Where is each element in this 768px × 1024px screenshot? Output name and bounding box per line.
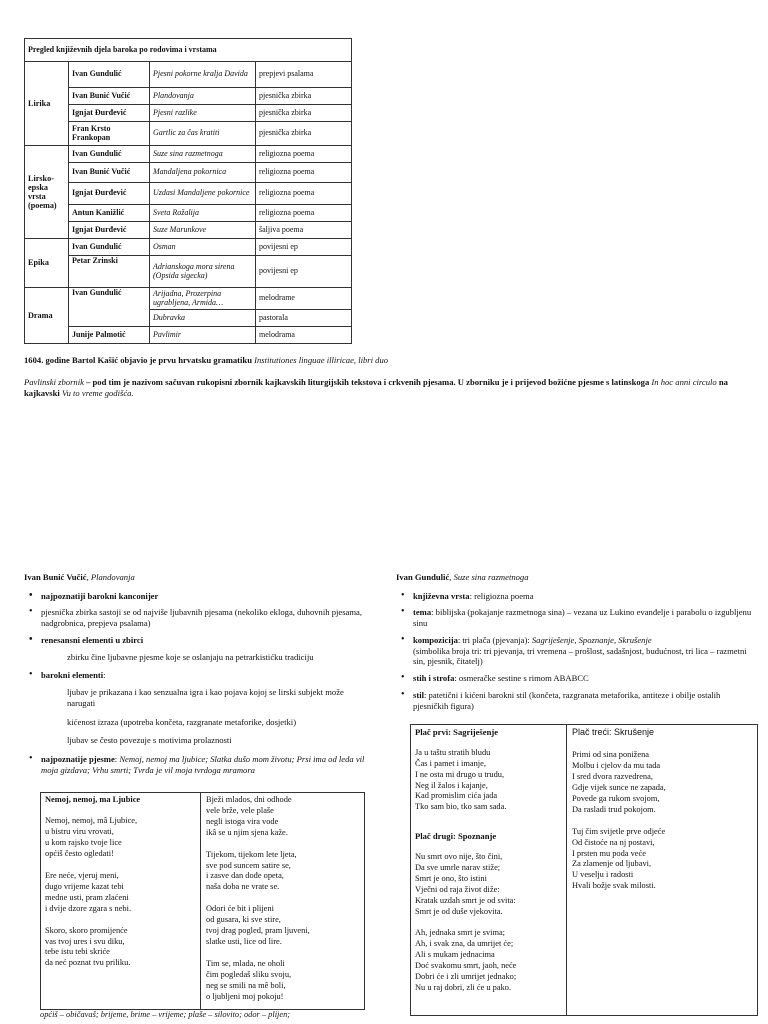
list-item: • najpoznatije pjesme: Nemoj, nemoj ma ljubice; Slatka dušo mom životu; Prsi ima od leda vil moja gizdava; Vrhu smrti; Tvrđa je vil moja tvrdoga mramora bbox=[24, 754, 369, 775]
list-item bbox=[396, 591, 756, 602]
list-item-label: barokni elementi bbox=[41, 670, 104, 681]
list-item-text: : religiozna poema bbox=[469, 590, 534, 601]
table-cell-work: Dubravka bbox=[150, 310, 256, 327]
note-pavlinski-text: – pod tim je nazivom sačuvan rukopisni zbornik kajkavskih liturgijskih tekstova i crkvenih pjesama. U zborniku je i prijevod božićne pjesme s latinskoga bbox=[83, 377, 652, 387]
table-cell-author: Antun Kanižlić bbox=[69, 205, 150, 222]
table-cell-genre: pjesnička zbirka bbox=[256, 105, 352, 122]
table-cell-work: Sveta Rožalija bbox=[150, 205, 256, 222]
left-heading-work: Plandovanja bbox=[90, 572, 135, 582]
works-overview-table bbox=[24, 38, 352, 344]
list-item: • renesansni elementi u zbirci bbox=[24, 635, 369, 646]
table-cell-work: Plandovanja bbox=[150, 88, 256, 105]
list-item-text: : patetični i kićeni barokni stil (končeta, razgranata metaforika, antiteze i obilje ostalih pjesničkih figura) bbox=[413, 689, 721, 711]
note-kasic-title: Institutiones linguae illiricae, libri duo bbox=[254, 355, 389, 365]
poem-column-right bbox=[202, 793, 364, 1009]
table-cell-author: Ivan Gundulić bbox=[69, 62, 150, 88]
table-cell-author: Fran Krsto Frankopan bbox=[69, 122, 150, 146]
poem-title: Nemoj, nemoj, ma Ljubice bbox=[45, 795, 141, 804]
note-kasic bbox=[24, 355, 744, 366]
table-cell-work: Adrianskoga mora sirena (Opsida sigecka) bbox=[150, 256, 256, 288]
table-cell-genre: religiozna poema bbox=[256, 205, 352, 222]
list-item: • najpoznatiji barokni kanconijer bbox=[24, 591, 369, 602]
table-cell-genre: melodrame bbox=[256, 288, 352, 310]
right-heading: Ivan Gundulić, Suze sina razmetnoga bbox=[396, 572, 529, 582]
table-cell-author: Ivan Gundulić bbox=[69, 288, 150, 327]
table-cell-genre: pastorala bbox=[256, 310, 352, 327]
poem-title: Plač treći: Skrušenje bbox=[572, 727, 655, 737]
poem-column-right bbox=[568, 725, 757, 1015]
table-cell-work: Uzdasi Mandaljene pokornice bbox=[150, 183, 256, 205]
list-item-label: tema bbox=[413, 607, 432, 618]
category-lirsko-epska: Lirsko-epska vrsta (poema) bbox=[25, 146, 69, 239]
table-cell-author: Ivan Bunić Vučić bbox=[69, 88, 150, 105]
poem-list: Nemoj, nemoj ma ljubice; Slatka dušo mom životu; Prsi ima od leda vil moja gizdava; Vrhu smrti; Tvrđa je vil moja tvrdoga mramora bbox=[41, 754, 365, 775]
list-item-label: kompozicija bbox=[413, 634, 458, 645]
poem-text: Nu smrt ovo nije, što čini, Da sve umrle narav stiže; Smrt je ono, što istini Vječni od raja život diže: Kratak uzdah smrt je od svita: Smrt je od duše vjekovita. Ah, jednaka smrt je svima; Ah, i svak zna, da umrijet će; Ali s mukam jednacima Doć svakomu smrt, jaoh, neće Dobri će i zli umrijet jednako; Nu u raj dobri, zli će u pako. bbox=[415, 852, 517, 993]
note-pavlinski-title: Pavlinski zbornik bbox=[24, 377, 84, 387]
note-pavlinski bbox=[24, 377, 744, 398]
list-item-label: najpoznatije pjesme bbox=[41, 754, 115, 765]
list-item-label: književna vrsta bbox=[413, 590, 470, 601]
poem-text: Nemoj, nemoj, mâ Ljubice, u bistru viru vrovati, u kom rajsko tvoje lice općiš često ogledati! Ere neće, vjeruj meni, dugo vrijeme kazat tebi medne usti, pram zlaćeni i dvije dzore zgara s nebi. Skoro, skoro promijenće vas tvoj ures i svu diku, tebe istu tebi skriće da neć poznat tvu priliku. bbox=[45, 816, 138, 968]
list-item-text: : tri plača (pjevanja): bbox=[457, 634, 532, 645]
table-cell-work: Osman bbox=[150, 239, 256, 256]
poem-title: Plač prvi: Sagriješenje bbox=[415, 727, 499, 737]
list-item: • barokni elementi: bbox=[24, 670, 369, 681]
poem-text: Primi od sina ponižena Molbu i cjelov da mu tada I sred dvora razvedrena, Gdje vijek sunce ne zapada, Povede ga rukom svojom, Da rasladi trud pokojom. Tuj čim svijetle prve odjeće Od čistoće na nj postavi, I prsten mu poda veće Za zlamenje od ljubavi, U veselju i radosti Hvali božje svak milosti. bbox=[572, 750, 666, 891]
table-cell-genre: religiozna poema bbox=[256, 183, 352, 205]
note-kasic-text: 1604. godine Bartol Kašić objavio je prvu hrvatsku gramatiku bbox=[24, 355, 252, 365]
left-bullet-list-3 bbox=[24, 754, 369, 775]
list-item-text: (simbolika broja tri: tri pjevanja, tri vremena – prošlost, sadašnjost, budućnost, tri lica – razmetni sin, pjesnik, čitatelj) bbox=[413, 645, 747, 667]
table-cell-work: Gartlic za čas kratiti bbox=[150, 122, 256, 146]
category-drama: Drama bbox=[25, 288, 69, 344]
list-item bbox=[396, 673, 756, 684]
table-cell-author: Ivan Gundulić bbox=[69, 239, 150, 256]
right-column bbox=[396, 572, 756, 717]
note-pavlinski-text2: na kajkavski bbox=[24, 377, 728, 398]
table-cell-genre: melodrama bbox=[256, 327, 352, 344]
table-cell-genre: religiozna poema bbox=[256, 163, 352, 183]
table-cell-work: Suze Marunkove bbox=[150, 222, 256, 239]
poem-box-suze bbox=[410, 724, 758, 1016]
glossary: općiš – običavaš; brijeme, brime – vrijeme; plaše – silovito; odor – plijen; bbox=[40, 1010, 291, 1019]
sub-item: ljubav je prikazana i kao senzualna igra i kao pojava kojoj se lirski subjekt može narugati bbox=[67, 687, 344, 708]
table-cell-genre: povijesni ep bbox=[256, 239, 352, 256]
list-item-italic: Sagriješenje, Spoznanje, Skrušenje bbox=[531, 634, 652, 645]
poem-text: Bježi mlados, dni odhode vele brže, vele plaše negli istoga vira vode ikâ se u njim sjena kaže. Tijekom, tijekom lete ljeta, sve pod suncem satire se, i zasve dan dođe opeta, naša doba ne vrate se. Odori će bit i plijeni od gusara, ki sve stire, tvoj drag pogled, pram ljuveni, slatke usti, lice od lire. Tim se, mlada, ne oholi čim pogledaš sliku svoju, neg se smili na mê boli, o ljubljeni moj pokoju! bbox=[206, 795, 310, 1001]
table-cell-genre: prepjevi psalama bbox=[256, 62, 352, 88]
table-cell-work: Pavlimir bbox=[150, 327, 256, 344]
poem-title: Plač drugi: Spoznanje bbox=[415, 831, 497, 842]
note-pavlinski-kajkavski: Vu to vreme godišća. bbox=[61, 387, 134, 398]
table-cell-genre: povijesni ep bbox=[256, 256, 352, 288]
poem-column-left bbox=[41, 793, 201, 1009]
poem-column-left bbox=[411, 725, 567, 1015]
list-item bbox=[396, 607, 756, 628]
table-cell-author: Ignjat Đurđević bbox=[69, 105, 150, 122]
right-heading-author: Ivan Gundulić bbox=[396, 572, 450, 582]
table-cell-author: Ivan Bunić Vučić bbox=[69, 163, 150, 183]
category-epika: Epika bbox=[25, 239, 69, 288]
table-title: Pregled književnih djela baroka po rodovima i vrstama bbox=[25, 39, 352, 62]
sub-item: kićenost izraza (upotreba končeta, razgranate metaforike, dosjetki) bbox=[67, 716, 297, 727]
category-lirika: Lirika bbox=[25, 62, 69, 146]
table-cell-author: Ivan Gundulić bbox=[69, 146, 150, 163]
list-item-label: stih i strofa bbox=[413, 673, 455, 684]
note-pavlinski-latin: In hoc anni circulo bbox=[651, 377, 717, 387]
table-cell-genre: religiozna poema bbox=[256, 146, 352, 163]
table-cell-genre: pjesnička zbirka bbox=[256, 88, 352, 105]
table-cell-author: Junije Palmotić bbox=[69, 327, 150, 344]
list-item-text: : osmeračke sestine s rimom ABABCC bbox=[454, 673, 589, 684]
list-item: • pjesnička zbirka sastoji se od najviše ljubavnih pjesama (nekoliko ekloga, duhovnih pjesama, nadgrobnica, prepjeva psalama) bbox=[24, 607, 369, 628]
right-heading-work: Suze sina razmetnoga bbox=[453, 572, 529, 582]
table-cell-work: Mandaljena pokornica bbox=[150, 163, 256, 183]
left-column bbox=[24, 572, 369, 782]
left-heading-author: Ivan Bunić Vučić bbox=[24, 572, 87, 582]
table-cell-genre: šaljiva poema bbox=[256, 222, 352, 239]
list-item-label: stil bbox=[413, 689, 424, 700]
table-cell-work: Pjesni pokorne kralja Davida bbox=[150, 62, 256, 88]
left-heading: Ivan Bunić Vučić, Plandovanja bbox=[24, 572, 135, 582]
table-cell-genre: pjesnička zbirka bbox=[256, 122, 352, 146]
left-bullet-list bbox=[24, 591, 369, 646]
table-cell-author: Ignjat Đurđević bbox=[69, 183, 150, 205]
list-item-text: : biblijska (pokajanje razmetnoga sina) – vezana uz Lukino evanđelje i parabolu o izgubljenu sinu bbox=[413, 607, 752, 629]
table-cell-work: Arijadna, Prozerpina ugrabljena, Armida… bbox=[150, 288, 256, 310]
list-item bbox=[396, 690, 756, 711]
left-bullet-list-2 bbox=[24, 670, 369, 681]
sub-item: zbirku čine ljubavne pjesme koje se oslanjaju na petrarkistićku tradiciju bbox=[67, 651, 314, 662]
table-cell-work: Suze sina razmetnoga bbox=[150, 146, 256, 163]
poem-box-nemoj bbox=[40, 792, 365, 1010]
sub-item: ljubav se često povezuje s motivima prolaznosti bbox=[67, 735, 232, 746]
poem-text: Ja u taštu stratih bludu Čas i pamet i imanje, I ne osta mi drugo u trudu, Neg il žalos i kajanje, Kad promislim cića jada Tko sam bio, tko sam sada. bbox=[415, 747, 507, 812]
table-cell-work: Pjesni razlike bbox=[150, 105, 256, 122]
table-cell-author: Ignjat Đurđević bbox=[69, 222, 150, 239]
list-item bbox=[396, 635, 756, 667]
right-bullet-list bbox=[396, 591, 756, 712]
table-cell-author: Petar Zrinski bbox=[69, 256, 150, 288]
